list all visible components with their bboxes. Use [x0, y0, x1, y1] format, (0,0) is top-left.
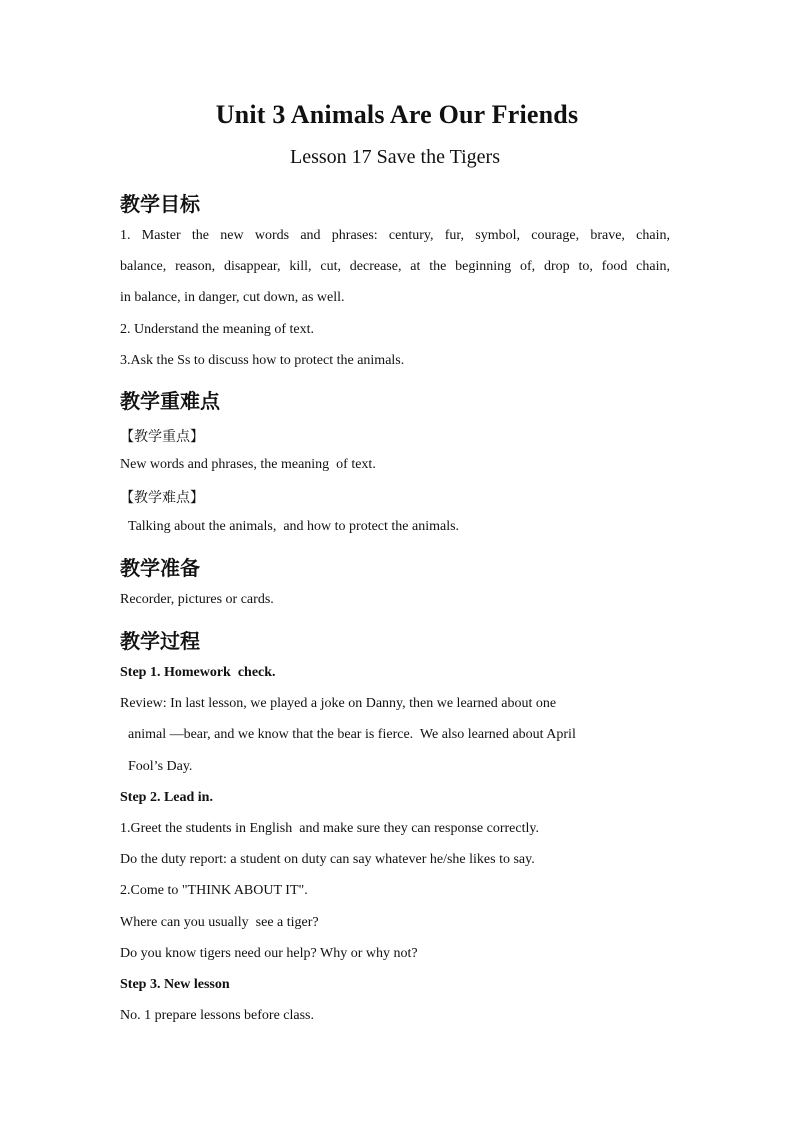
step2-line-3: 2.Come to "THINK ABOUT IT".	[120, 883, 308, 898]
step1-line-1: Review: In last lesson, we played a joke on Danny, then we learned about one	[120, 696, 557, 711]
difficult-point-label: 【教学难点】	[120, 490, 204, 506]
preparation-text: Recorder, pictures or cards.	[120, 592, 274, 607]
objectives-heading: 教学目标	[120, 192, 200, 216]
step3-title: Step 3. New lesson	[120, 977, 230, 992]
document-title: Unit 3 Animals Are Our Friends	[215, 100, 579, 129]
step2-line-4: Where can you usually see a tiger?	[120, 915, 319, 930]
objectives-line-5: 3.Ask the Ss to discuss how to protect the animals.	[120, 353, 405, 368]
step2-line-5: Do you know tigers need our help? Why or why not?	[120, 946, 418, 961]
step3-line-1: No. 1 prepare lessons before class.	[120, 1008, 314, 1023]
step1-title: Step 1. Homework check.	[120, 665, 276, 680]
objectives-line-1: 1. Master the new words and phrases: century, fur, symbol, courage, brave, chain,	[120, 228, 670, 243]
objectives-line-4: 2. Understand the meaning of text.	[120, 322, 315, 337]
objectives-line-3: in balance, in danger, cut down, as well.	[120, 290, 345, 305]
process-heading: 教学过程	[120, 629, 200, 653]
preparation-heading: 教学准备	[120, 556, 200, 580]
step2-line-1: 1.Greet the students in English and make sure they can response correctly.	[120, 821, 539, 836]
key-point-text: New words and phrases, the meaning of text.	[120, 457, 376, 472]
key-point-label: 【教学重点】	[120, 429, 204, 445]
objectives-line-2: balance, reason, disappear, kill, cut, decrease, at the beginning of, drop to, food chain,	[120, 259, 670, 274]
step1-line-2: animal —bear, and we know that the bear is fierce. We also learned about April	[128, 727, 576, 742]
key-points-heading: 教学重难点	[120, 389, 220, 413]
difficult-point-text: Talking about the animals, and how to protect the animals.	[128, 519, 460, 534]
step2-title: Step 2. Lead in.	[120, 790, 213, 805]
lesson-subtitle: Lesson 17 Save the Tigers	[290, 146, 500, 168]
step2-line-2: Do the duty report: a student on duty can say whatever he/she likes to say.	[120, 852, 535, 867]
step1-line-3: Fool’s Day.	[128, 759, 193, 774]
